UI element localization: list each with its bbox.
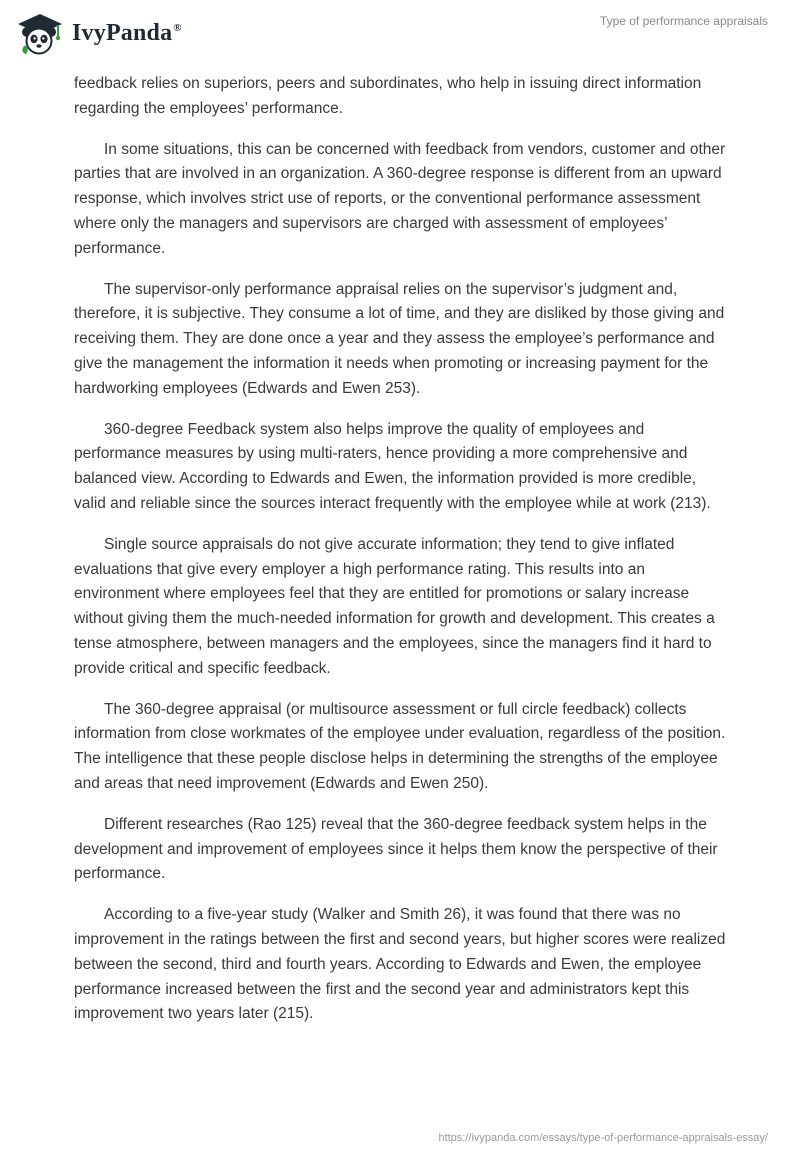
paragraph: Single source appraisals do not give accurate information; they tend to give inflated evaluations that give every employer a high performance rating. This results into an environment where employees feel that they are entitled for promotions or salary increase without giving them the much-needed information for growth and development. This creates a tense atmosphere, between managers and the employees, since the managers find it hard to provide critical and specific feedback. bbox=[74, 535, 715, 677]
brand-name: IvyPanda® bbox=[72, 19, 182, 46]
document-title: Type of performance appraisals bbox=[599, 14, 768, 28]
paragraph: In some situations, this can be concerned with feedback from vendors, customer and other parties that are involved in an organization. A 360-degree response is different from an upward response, which involves strict use of reports, or the conventional performance assessment where only the managers and supervisors are charged with assessment of employees’ performance. bbox=[74, 140, 726, 257]
paragraph: feedback relies on superiors, peers and subordinates, who help in issuing direct information regarding the employees’ performance. bbox=[74, 75, 702, 117]
panda-graduation-cap-icon bbox=[14, 10, 66, 56]
paragraph: The supervisor-only performance appraisal relies on the supervisor’s judgment and, therefore, it is subjective. They consume a lot of time, and they are disliked by those giving and receiving them. They are done once a year and they assess the employee’s performance and give the management the information it needs when promoting or increasing payment for the hardworking employees (Edwards and Ewen 253). bbox=[74, 280, 725, 397]
paragraph: According to a five-year study (Walker and Smith 26), it was found that there was no improvement in the ratings between the first and second years, but higher scores were realized between the second, third and fourth years. According to Edwards and Ewen, the employee performance increased between the first and the second year and administrators kept this improvement two years later (215). bbox=[74, 906, 726, 1023]
paragraph: 360-degree Feedback system also helps improve the quality of employees and performance measures by using multi-raters, hence providing a more comprehensive and balanced view. According to Edwards and Ewen, the information provided is more credible, valid and reliable since the sources interact frequently with the employee while at work (213). bbox=[74, 420, 711, 512]
essay-body bbox=[74, 72, 726, 1043]
trademark-mark: ® bbox=[173, 21, 182, 34]
page-header bbox=[0, 0, 800, 68]
source-url[interactable]: https://ivypanda.com/essays/type-of-performance-appraisals-essay/ bbox=[438, 1132, 768, 1144]
ivypanda-logo[interactable] bbox=[14, 10, 182, 56]
paragraph: Different researches (Rao 125) reveal that the 360-degree feedback system helps in the development and improvement of employees since it helps them know the perspective of their performance. bbox=[74, 815, 718, 883]
paragraph: The 360-degree appraisal (or multisource assessment or full circle feedback) collects information from close workmates of the employee under evaluation, regardless of the position. The intelligence that these people disclose helps in determining the strengths of the employee and areas that need improvement (Edwards and Ewen 250). bbox=[74, 700, 726, 792]
